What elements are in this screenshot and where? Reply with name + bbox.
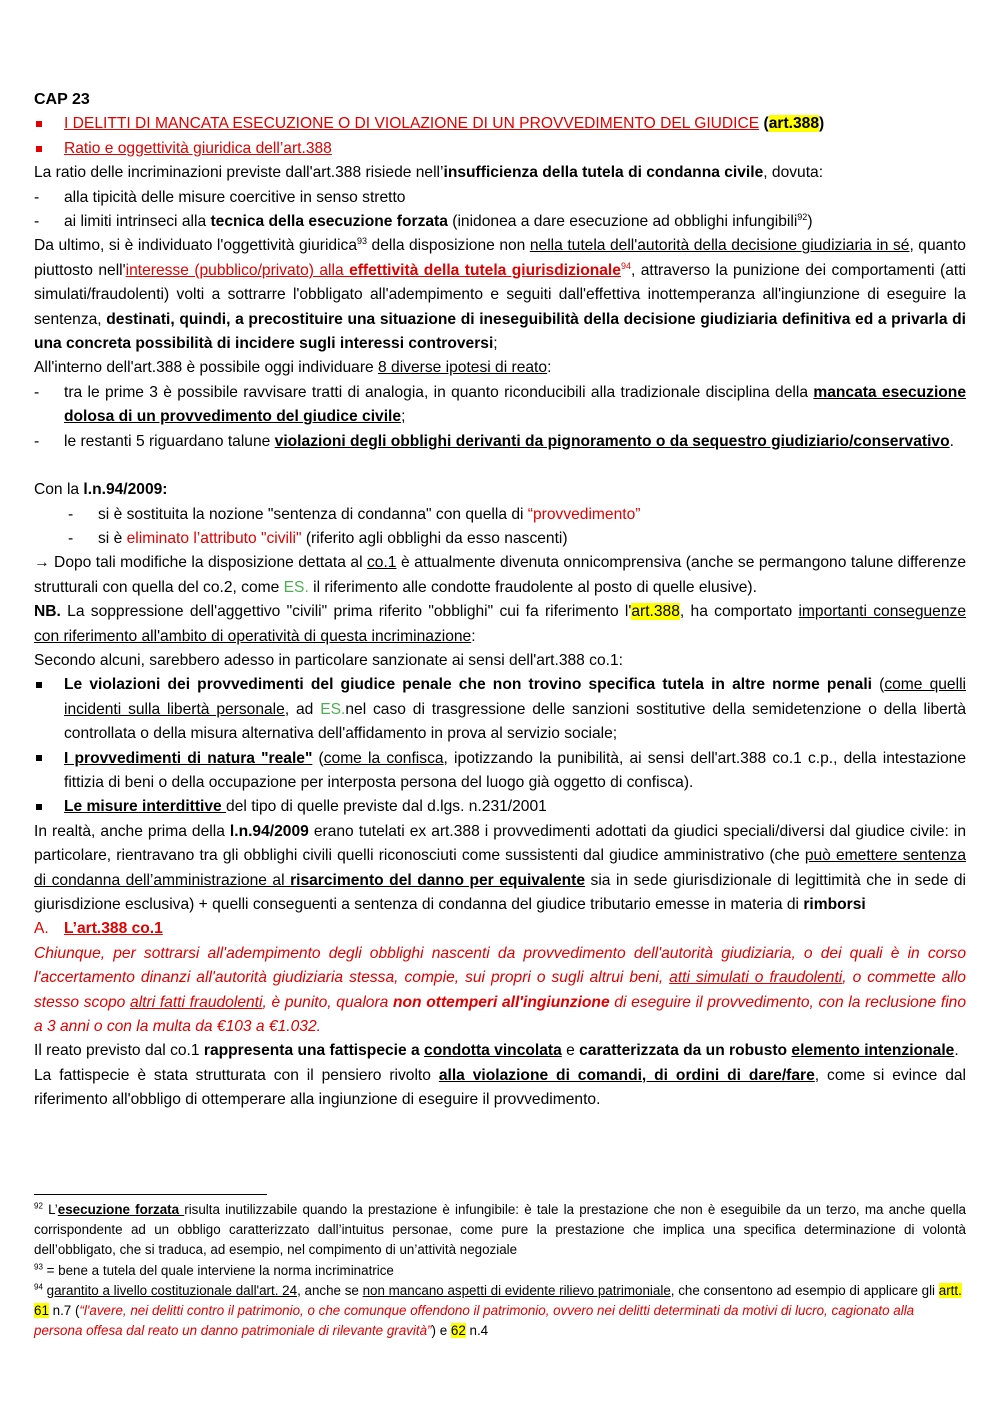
paragraph-arrow: → Dopo tali modifiche la disposizione dettata al co.1 è attualmente divenuta onnicomprensiva (anche se permangono talune differenze strutturali con quella del co.2, come ES. il riferimento alle condotte fraudolente al posto di quelle elusive). <box>34 554 967 596</box>
dash-subitem: - si è sostituita la nozione "sentenza di condanna" con quella di “provvedimento” <box>34 503 966 527</box>
square-list-item: Le misure interdittive del tipo di quelle previste dal d.lgs. n.231/2001 <box>34 795 966 819</box>
dash-marker: - <box>68 505 74 523</box>
dash-marker: - <box>68 529 74 547</box>
square-list-item: Le violazioni dei provvedimenti del giudice penale che non trovino specifica tutela in altre norme penali (come quelli incidenti sulla libertà personale, ad ES.nel caso di trasgressione delle sanzioni sostitutive della semidetenzione o della libertà controllata o della misura alternativa dell'affidamento in prova al servizio sociale; <box>34 673 966 746</box>
quote-art388: Chiunque, per sottrarsi all'adempimento degli obblighi nascenti da provvedimento dell'autorità giudiziaria, o dei quali è in corso l'accertamento dinanzi all'autorità giudiziaria stessa, compie, sui propri o sugli altrui beni, atti simulati o fraudolenti, o commette allo stesso scopo altri fatti fraudolenti, è punito, qualora non ottemperi all'ingiunzione di eseguire il provvedimento, con la reclusione fino a 3 anni o con la multa da €103 a €1.032. <box>34 944 967 1036</box>
paragraph-con-la: Con la l.n.94/2009: <box>34 481 168 499</box>
footnotes <box>34 1200 966 1341</box>
dash-marker: - <box>34 188 40 206</box>
square-bullet-icon <box>36 804 42 810</box>
document-page <box>34 88 966 1113</box>
dash-item: - alla tipicità delle misure coercitive in senso stretto <box>34 186 966 210</box>
paragraph-nb: NB. La soppressione dell'aggettivo "civili" prima riferito "obblighi" cui fa riferimento l'art.388, ha comportato importanti conseguenze con riferimento all'ambito di operatività di questa incriminazione: <box>34 603 966 645</box>
arrow-right-icon: → <box>34 554 50 572</box>
paragraph-reato: Il reato previsto dal co.1 rappresenta una fattispecie a condotta vincolata e caratterizzata da un robusto elemento intenzionale. <box>34 1042 959 1060</box>
paragraph-secondo: Secondo alcuni, sarebbero adesso in particolare sanzionate ai sensi dell'art.388 co.1: <box>34 651 623 669</box>
footnote-92: $^{92}$ L’esecuzione forzata risulta inutilizzabile quando la prestazione è infungibile: è tale la prestazione che non è eseguibile da un terzo, ma anche quella corrispondente ad un obbligo caratterizzato dall’intuitus personae, come pure la prestazione che implica una specifica determinazione di volontà dell’obbligato, che si traduca, ad esempio, nel compimento di un’attività negoziale <box>34 1201 967 1258</box>
dash-subitem: - si è eliminato l’attributo "civili" (riferito agli obblighi da esso nascenti) <box>34 527 966 551</box>
footnote-separator <box>34 1194 267 1195</box>
dash-marker: - <box>34 213 40 231</box>
paragraph-oggettivita: Da ultimo, si è individuato l'oggettività giuridica$^{93}$ della disposizione non nella tutela dell'autorità della decisione giudiziaria in sé, quanto piuttosto nell'interesse (pubblico/privato) alla effettività della tutela giurisdizionale$^{94}$, attraverso la punizione dei comportamenti (atti simulati/fraudolenti) volti a sottrarre l'obbligato all'adempimento e seguiti dall'effettiva inottemperanza all'ingiunzione di eseguire la sentenza, destinati, quindi, a precostituire una situazione di ineseguibilità della decisione giudiziaria definitiva ed a privarla di una concreta possibilità di incidere sugli interessi controversi; <box>34 236 966 353</box>
paragraph-ratio: La ratio delle incriminazioni previste dall'art.388 risiede nell’insufficienza della tutela di condanna civile, dovuta: <box>34 164 824 182</box>
footnote-93: $^{93}$ = bene a tutela del quale interviene la norma incriminatrice <box>34 1262 394 1278</box>
heading-sub: Ratio e oggettività giuridica dell’art.388 <box>34 137 966 161</box>
dash-marker: - <box>34 432 40 450</box>
paragraph-ipotesi: All'interno dell'art.388 è possibile oggi individuare 8 diverse ipotesi di reato: <box>34 359 552 377</box>
square-bullet-icon <box>36 146 42 152</box>
chapter-label: CAP 23 <box>34 91 90 108</box>
square-bullet-icon <box>36 121 42 127</box>
dash-marker: - <box>34 383 40 401</box>
heading-main: I DELITTI DI MANCATA ESECUZIONE O DI VIOLAZIONE DI UN PROVVEDIMENTO DEL GIUDICE (art.388) <box>34 112 966 136</box>
dash-item: - le restanti 5 riguardano talune violazioni degli obblighi derivanti da pignoramento o da sequestro giudiziario/conservativo. <box>34 430 966 454</box>
square-bullet-icon <box>36 755 42 761</box>
footnote-94: $^{94}$ garantito a livello costituzionale dall'art. 24, anche se non mancano aspetti di evidente rilievo patrimoniale, che consentono ad esempio di applicare gli artt. 61 n.7 (“l'avere, nei delitti contro il patrimonio, o che comunque offendono il patrimonio, ovvero nei delitti determinati da motivi di lucro, cagionato alla persona offesa dal reato un danno patrimoniale di rilevante gravità”) e 62 n.4 <box>34 1282 962 1339</box>
paragraph-fattispecie: La fattispecie è stata strutturata con il pensiero rivolto alla violazione di comandi, di ordini di dare/fare, come si evince dal riferimento all'obbligo di ottemperare alla ingiunzione di eseguire il provvedimento. <box>34 1066 966 1109</box>
square-list-item: I provvedimenti di natura "reale" (come la confisca, ipotizzando la punibilità, ai sensi dell'art.388 co.1 c.p., della intestazione fittizia di beni o della occupazione per interposta persona del luogo già oggetto di confisca). <box>34 747 966 796</box>
dash-item: - tra le prime 3 è possibile ravvisare tratti di analogia, in quanto riconducibili alla tradizionale disciplina della mancata esecuzione dolosa di un provvedimento del giudice civile; <box>34 381 966 430</box>
square-bullet-icon <box>36 682 42 688</box>
paragraph-in-realta: In realtà, anche prima della l.n.94/2009 erano tutelati ex art.388 i provvedimenti adottati da giudici speciali/diversi dal giudice civile: in particolare, rientravano tra gli obblighi civili quelli riconosciuti come sussistenti dal giudice amministrativo (che può emettere sentenza di condanna dell’amministrazione al risarcimento del danno per equivalente sia in sede giurisdizionale di legittimità che in sede di giurisdizione esclusiva) + quelli conseguenti a sentenza di condanna del giudice tributario emesse in materia di rimborsi <box>34 822 967 913</box>
section-heading-a: A. L’art.388 co.1 <box>34 920 163 938</box>
dash-item: - ai limiti intrinseci alla tecnica della esecuzione forzata (inidonea a dare esecuzione ad obblighi infungibili$^{92}$) <box>34 210 966 234</box>
